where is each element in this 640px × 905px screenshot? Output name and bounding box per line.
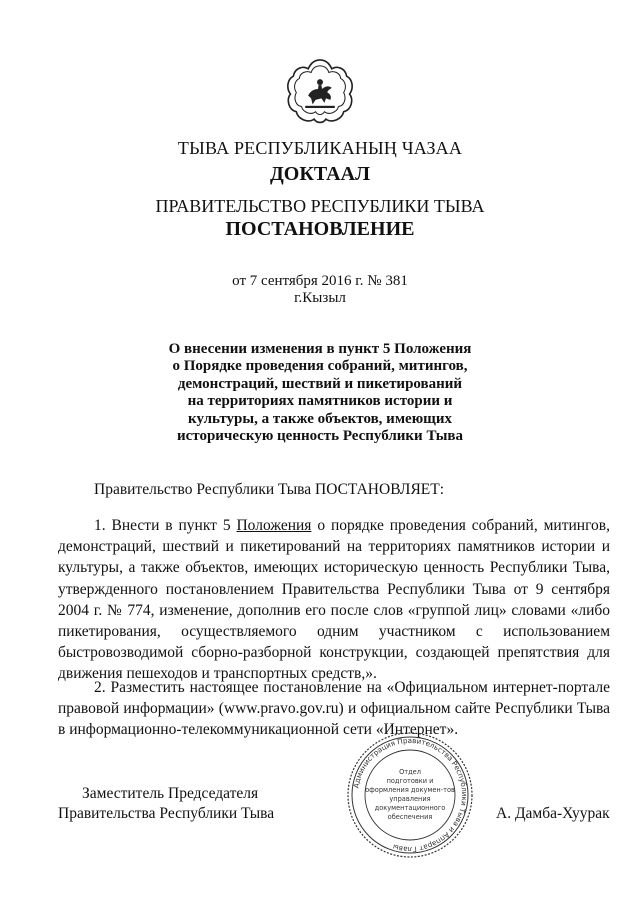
stamp-inner-line: оформления докумен-тов — [365, 786, 455, 794]
stamp-inner-line: управления — [389, 795, 431, 803]
republic-emblem-icon — [283, 54, 357, 128]
paragraph-1-rest: о порядке проведения собраний, митингов, демонстраций, шествий и пикетирований на территориях памятников истории и культуры, а также объектов, имеющих историческую ценность Республики Тыва, утвержденного постановлением Правительства Республики Тыва от 9 сентября 2004 г. № 774, изменение, дополнив его после слов «группой лиц» словами «либо пикетирования, осуществляемого одним участником с использованием быстровозводимой сборно-разборной конструкции, создающей препятствия для движения пешеходов и транспортных средств,». — [58, 517, 610, 683]
tyva-document-type: ДОКТААЛ — [270, 163, 370, 185]
subject-line: демонстраций, шествий и пикетирований — [177, 375, 463, 392]
paragraph-1 — [58, 515, 610, 685]
subject-line: о Порядке проведения собраний, митингов, — [172, 358, 468, 375]
document-subject — [150, 341, 490, 445]
resolution-intro: Правительство Республики Тыва ПОСТАНОВЛЯЕТ: — [94, 481, 445, 498]
stamp-inner-line: обеспечения — [387, 813, 433, 821]
subject-line: на территориях памятников истории и — [187, 393, 453, 410]
stamp-inner-line: подготовки и — [386, 777, 434, 785]
signatory-position — [58, 784, 274, 824]
stamp-inner-line: документационного — [374, 804, 446, 812]
government-title: ПРАВИТЕЛЬСТВО РЕСПУБЛИКИ ТЫВА — [155, 196, 485, 216]
paragraph-2: 2. Разместить настоящее постановление на «Официальном интернет-портале правовой информации» (www.pravo.gov.ru) и официальном сайте Республики Тыва в информационно-телекоммуникационной сети «Интернет». — [58, 679, 610, 739]
stamp-inner-line: Отдел — [399, 768, 421, 776]
paragraph-1-start: 1. Внести в пункт 5 — [94, 517, 237, 534]
official-stamp-icon — [345, 730, 475, 860]
document-type: ПОСТАНОВЛЕНИЕ — [225, 218, 415, 240]
subject-line: историческую ценность Республики Тыва — [176, 428, 464, 445]
document-city: г.Кызыл — [294, 290, 346, 306]
subject-line: О внесении изменения в пункт 5 Положения — [168, 341, 472, 357]
stamp-ring-text: Администрация Правительства Республики Тыва и Аппарат Главы — [351, 735, 470, 855]
subject-line: культуры, а также объектов, имеющих — [188, 410, 452, 427]
signatory-name: А. Дамба-Хуурак — [496, 805, 610, 822]
signatory-position-line: Заместитель Председателя — [82, 785, 259, 802]
regulation-link[interactable]: Положения — [236, 517, 312, 534]
tyva-government-title: ТЫВА РЕСПУБЛИКАНЫҢ ЧАЗАА — [177, 138, 463, 158]
document-date-number: от 7 сентября 2016 г. № 381 — [232, 273, 408, 289]
signatory-position-line: Правительства Республики Тыва — [58, 805, 275, 822]
